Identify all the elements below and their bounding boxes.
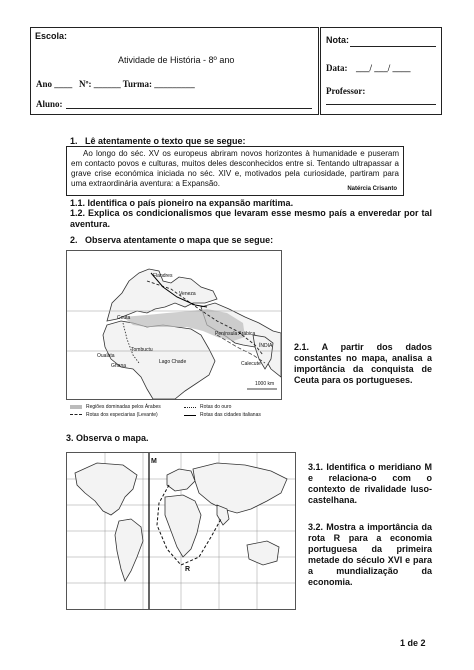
- q1-quote-author: Natércia Crisanto: [347, 186, 397, 192]
- legend-especiarias: Rotas dos especiarias (Levante): [86, 412, 158, 418]
- data-label: Data:: [326, 63, 348, 73]
- school-label: Escola:: [35, 31, 68, 41]
- q1-item-1-1: 1.1. Identifica o país pioneiro na expansão marítima.: [70, 198, 294, 208]
- label-tombuctu: Tombuctu: [131, 347, 153, 353]
- legend-swatch-italianas: [184, 415, 196, 416]
- nota-label: Nota:: [326, 35, 349, 45]
- legend-swatch-ouro: [184, 407, 196, 408]
- ano-numero-turma-line: Ano ____ Nº: ______ Turma: _________: [36, 79, 195, 89]
- label-meridian-m: M: [151, 458, 157, 465]
- legend-ouro: Rotas do ouro: [200, 404, 232, 410]
- q2-heading: 2. Observa atentamente o mapa que se segue:: [70, 235, 274, 245]
- q1-quote-box: [66, 146, 404, 196]
- q2-map-legend: [66, 402, 282, 424]
- label-flandres: Flandres: [153, 273, 173, 279]
- nota-field-line[interactable]: [350, 46, 436, 47]
- header-left-box: [30, 27, 319, 115]
- q1-item-1-2: 1.2. Explica os condicionalismos que levaram esse mesmo país a enveredar por tal aventura.: [70, 208, 432, 229]
- label-veneza: Veneza: [179, 291, 196, 297]
- q2-trade-map: [66, 250, 282, 400]
- label-lago-chade: Lago Chade: [159, 359, 187, 365]
- label-oualata: Oualata: [97, 353, 115, 359]
- q1-quote-text: Ao longo do séc. XV os europeus abriram novos horizontes à humanidade e puseram em contacto povos e culturas, muitos deles desconhecidos entre si. Tentando ultrapassar a grave crise económica iniciada no séc. XIV e, motivados pela curiosidade, partiram para uma extraordinária aventura: a Expansão.: [71, 149, 399, 188]
- q3-item-3-2: 3.2. Mostra a importância da rota R para a economia portuguesa da primeira metade do século XVI e para a mundialização da economia.: [308, 522, 432, 587]
- label-calecute: Calecute: [241, 361, 261, 367]
- page-number: 1 de 2: [400, 638, 426, 648]
- label-india: ÍNDIA: [259, 343, 273, 349]
- label-ghana: Ghana: [111, 363, 127, 369]
- q3-heading: 3. Observa o mapa.: [66, 433, 149, 443]
- label-route-r: R: [185, 566, 191, 573]
- label-scale: 1000 km: [255, 381, 275, 387]
- page-title: Atividade de História - 8º ano: [118, 55, 235, 65]
- q1-heading: 1. Lê atentamente o texto que se segue:: [70, 136, 246, 146]
- q3-item-3-1: 3.1. Identifica o meridiano M e relaciona-o com o contexto de rivalidade luso-castelhana.: [308, 462, 432, 505]
- q3-world-map: [66, 452, 296, 610]
- label-ceuta: Ceuta: [117, 315, 131, 321]
- professor-field-line[interactable]: [326, 104, 436, 105]
- legend-swatch-especiarias: [70, 414, 82, 415]
- legend-italianas: Rotas das cidades italianas: [200, 412, 261, 418]
- professor-label: Professor:: [326, 86, 366, 96]
- aluno-field-line[interactable]: [66, 108, 312, 109]
- aluno-label: Aluno:: [36, 99, 63, 109]
- legend-swatch-arabes: [70, 405, 82, 409]
- q2-item-2-1: 2.1. A partir dos dados constantes no mapa, analisa a importância da conquista de Ceuta para os portugueses.: [294, 342, 432, 385]
- legend-arabes: Regiões dominadas pelos Árabes: [86, 404, 161, 410]
- data-field[interactable]: ___/ ___/ ____: [356, 63, 411, 73]
- label-peninsula: Península Arábica: [215, 331, 256, 337]
